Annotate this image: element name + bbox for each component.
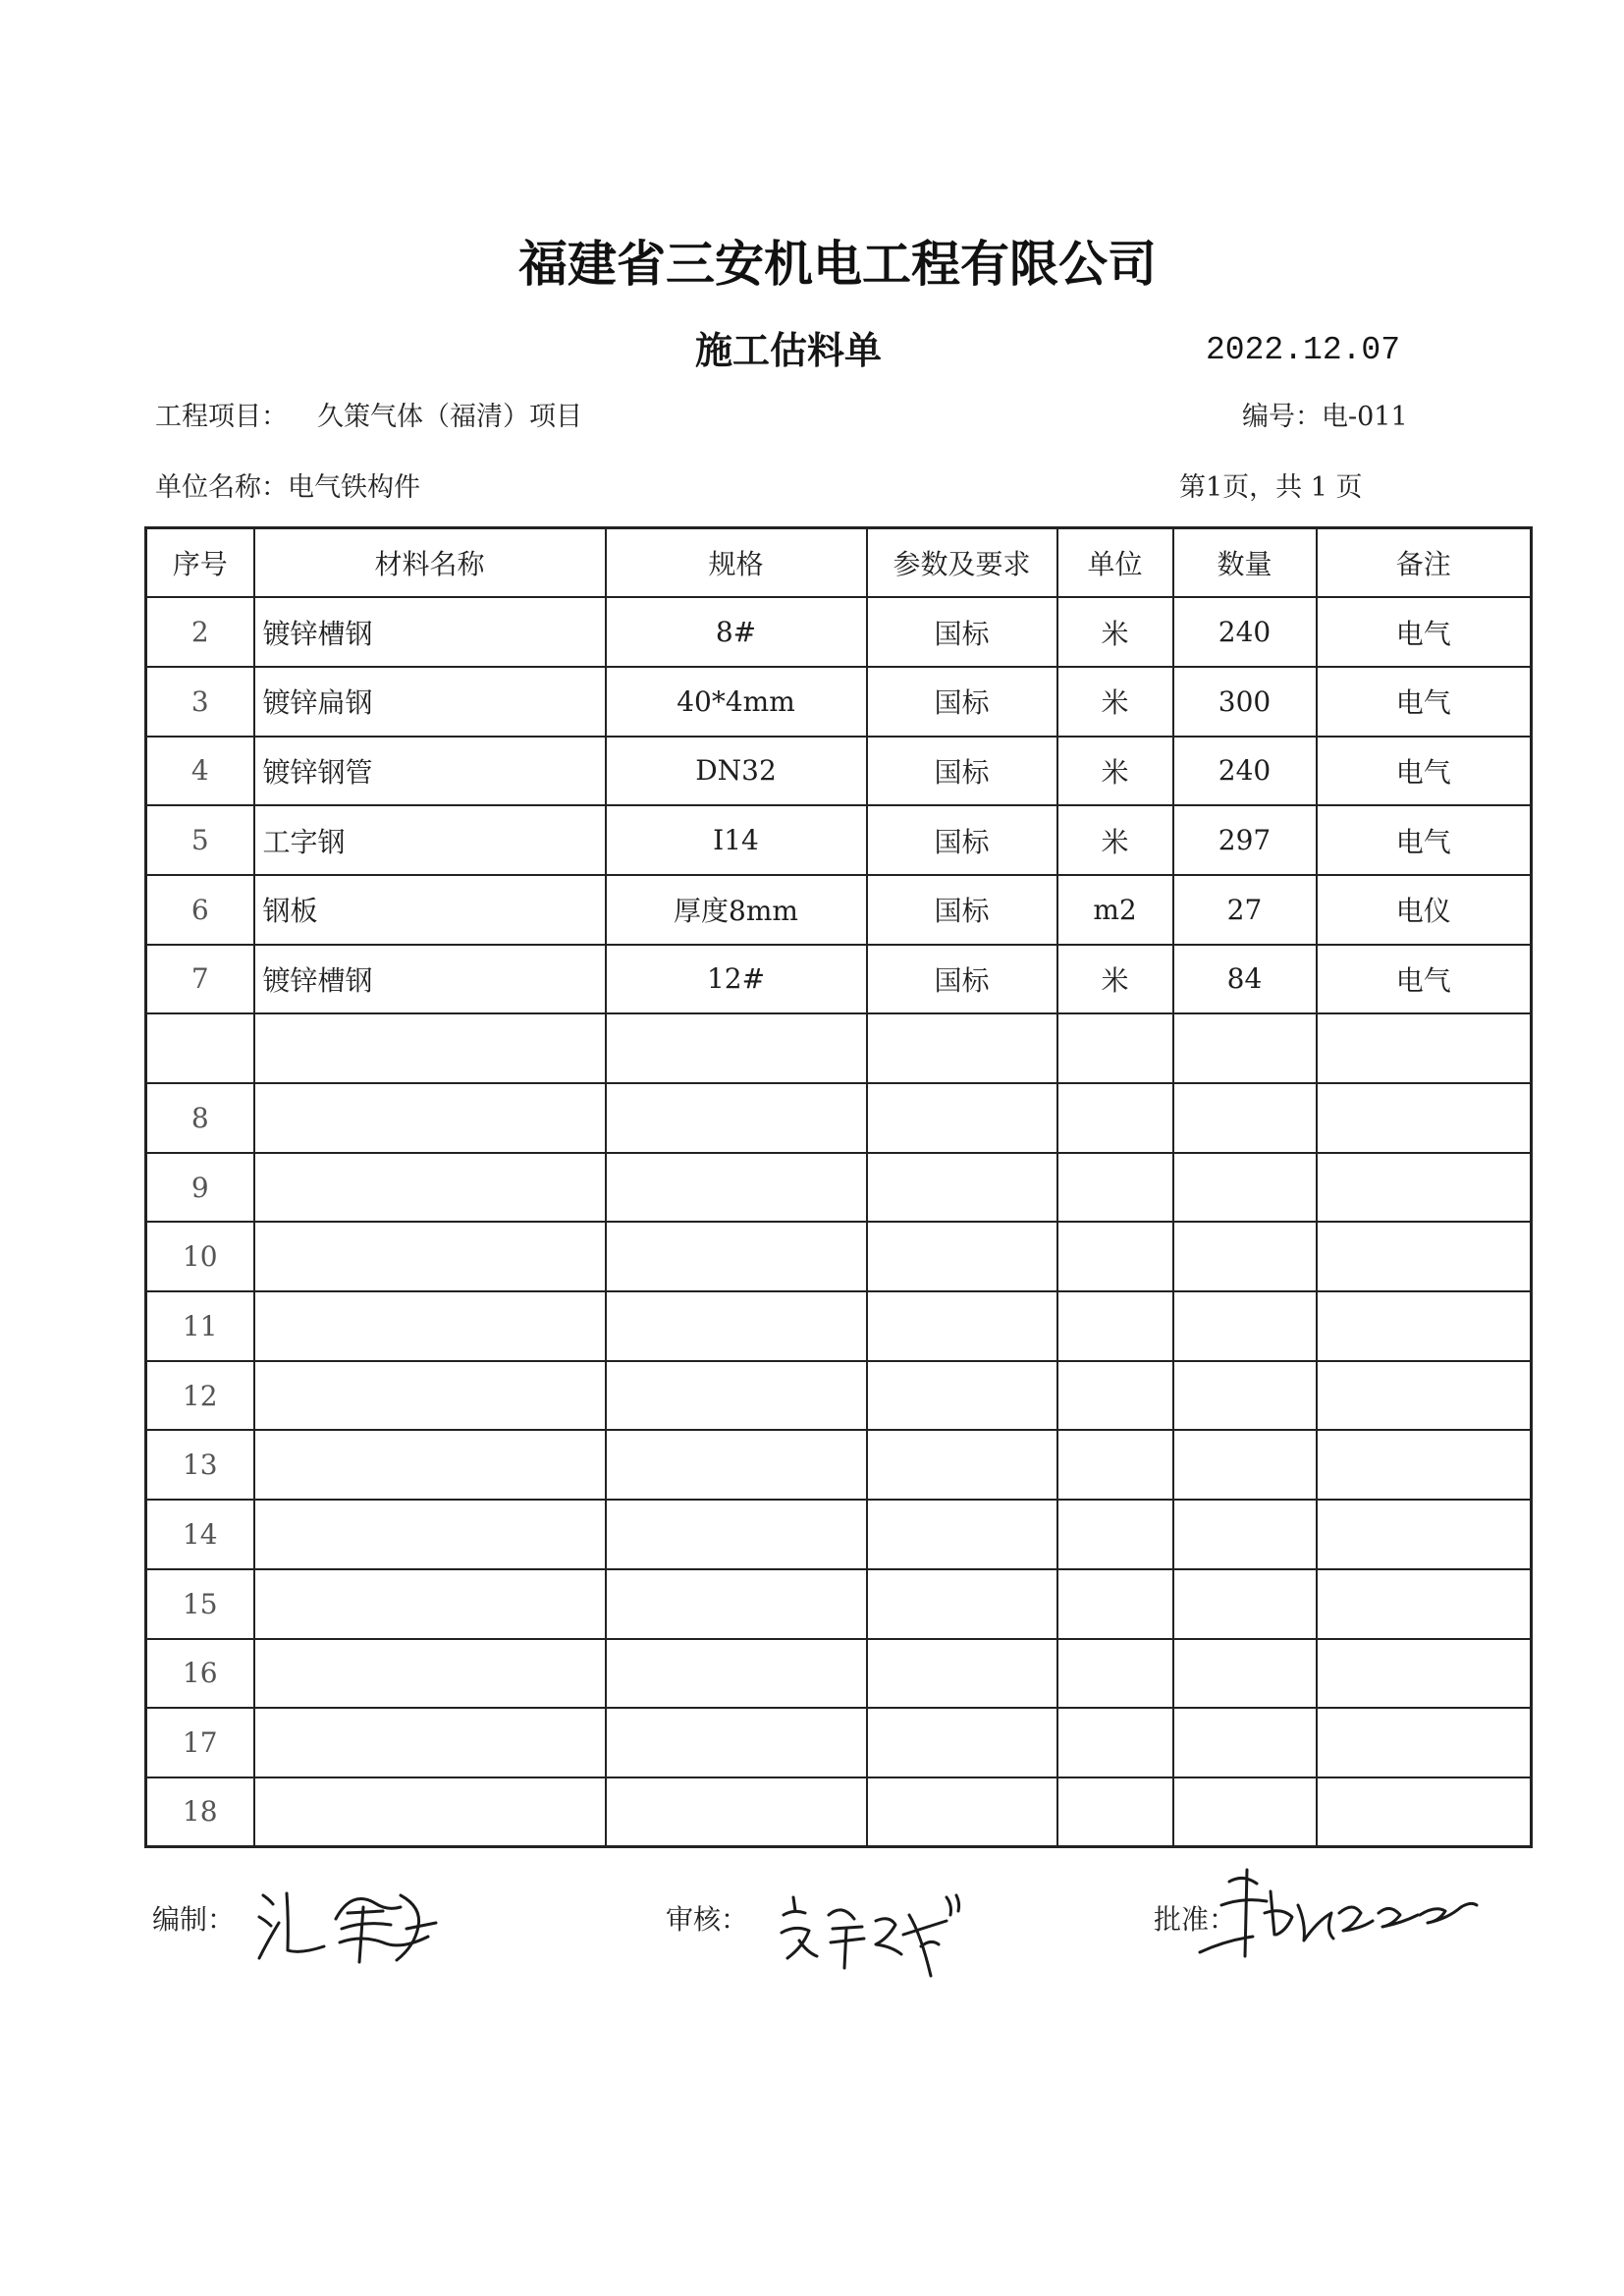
cell-seq: 3 — [146, 667, 254, 737]
cell-material-name — [254, 1291, 606, 1361]
cell-material-name: 镀锌扁钢 — [254, 667, 606, 737]
cell-remarks — [1317, 1083, 1532, 1153]
cell-seq: 11 — [146, 1291, 254, 1361]
approver-signature — [1196, 1862, 1481, 1972]
cell-seq: 7 — [146, 945, 254, 1014]
cell-seq: 4 — [146, 737, 254, 806]
table-row — [146, 737, 1532, 806]
cell-material-name: 工字钢 — [254, 805, 606, 875]
cell-specification: 8# — [606, 597, 867, 667]
cell-unit — [1057, 1500, 1173, 1569]
cell-material-name — [254, 1222, 606, 1291]
cell-material-name — [254, 1569, 606, 1639]
cell-material-name — [254, 1361, 606, 1431]
cell-remarks — [1317, 1569, 1532, 1639]
cell-seq — [146, 1013, 254, 1083]
cell-quantity: 27 — [1173, 875, 1317, 945]
cell-seq: 6 — [146, 875, 254, 945]
project-value: 久策气体（福清）项目 — [317, 402, 582, 432]
header-requirements: 参数及要求 — [867, 528, 1057, 598]
cell-quantity — [1173, 1500, 1317, 1569]
cell-remarks: 电气 — [1317, 597, 1532, 667]
table-row — [146, 1500, 1532, 1569]
cell-requirements — [867, 1291, 1057, 1361]
cell-remarks: 电气 — [1317, 945, 1532, 1014]
cell-remarks — [1317, 1500, 1532, 1569]
cell-seq: 13 — [146, 1430, 254, 1500]
table-row — [146, 875, 1532, 945]
cell-material-name — [254, 1639, 606, 1709]
cell-requirements: 国标 — [867, 945, 1057, 1014]
cell-unit: 米 — [1057, 667, 1173, 737]
cell-quantity: 84 — [1173, 945, 1317, 1014]
cell-quantity — [1173, 1361, 1317, 1431]
cell-requirements — [867, 1222, 1057, 1291]
material-table — [144, 526, 1533, 1848]
header-seq: 序号 — [146, 528, 254, 598]
cell-unit: 米 — [1057, 737, 1173, 806]
cell-requirements: 国标 — [867, 875, 1057, 945]
cell-requirements — [867, 1639, 1057, 1709]
cell-requirements — [867, 1361, 1057, 1431]
unit-value: 电气铁构件 — [288, 472, 420, 503]
table-row — [146, 667, 1532, 737]
cell-quantity — [1173, 1291, 1317, 1361]
cell-remarks — [1317, 1013, 1532, 1083]
cell-unit — [1057, 1222, 1173, 1291]
compiled-by-label: 编制： — [152, 1903, 236, 1936]
cell-specification: 厚度8mm — [606, 875, 867, 945]
cell-seq: 12 — [146, 1361, 254, 1431]
cell-specification — [606, 1361, 867, 1431]
cell-requirements — [867, 1569, 1057, 1639]
cell-remarks — [1317, 1153, 1532, 1223]
cell-unit — [1057, 1639, 1173, 1709]
cell-material-name: 镀锌槽钢 — [254, 597, 606, 667]
table-row — [146, 945, 1532, 1014]
cell-remarks — [1317, 1222, 1532, 1291]
compiler-signature — [253, 1878, 445, 1968]
cell-quantity — [1173, 1222, 1317, 1291]
cell-material-name — [254, 1708, 606, 1777]
cell-requirements: 国标 — [867, 805, 1057, 875]
document-title: 施工估料单 — [695, 329, 883, 372]
cell-specification: 12# — [606, 945, 867, 1014]
table-row — [146, 1291, 1532, 1361]
cell-requirements: 国标 — [867, 597, 1057, 667]
cell-requirements — [867, 1430, 1057, 1500]
document-number-line — [1242, 404, 1408, 430]
table-row — [146, 1361, 1532, 1431]
cell-seq: 16 — [146, 1639, 254, 1709]
document-number-value: 电-011 — [1322, 402, 1408, 432]
cell-quantity: 240 — [1173, 737, 1317, 806]
header-specification: 规格 — [606, 528, 867, 598]
cell-specification — [606, 1291, 867, 1361]
cell-material-name: 镀锌槽钢 — [254, 945, 606, 1014]
cell-remarks — [1317, 1708, 1532, 1777]
cell-quantity: 297 — [1173, 805, 1317, 875]
cell-unit: 米 — [1057, 945, 1173, 1014]
cell-seq: 15 — [146, 1569, 254, 1639]
table-row — [146, 1013, 1532, 1083]
cell-material-name: 镀锌钢管 — [254, 737, 606, 806]
cell-remarks: 电气 — [1317, 805, 1532, 875]
cell-requirements — [867, 1777, 1057, 1847]
cell-unit — [1057, 1430, 1173, 1500]
cell-material-name — [254, 1430, 606, 1500]
table-row — [146, 1708, 1532, 1777]
cell-unit — [1057, 1291, 1173, 1361]
reviewed-by-label: 审核： — [666, 1903, 749, 1936]
cell-requirements: 国标 — [867, 737, 1057, 806]
table-row — [146, 1639, 1532, 1709]
cell-specification — [606, 1430, 867, 1500]
cell-unit — [1057, 1708, 1173, 1777]
cell-requirements — [867, 1500, 1057, 1569]
cell-unit: 米 — [1057, 597, 1173, 667]
cell-remarks: 电仪 — [1317, 875, 1532, 945]
cell-specification: 40*4mm — [606, 667, 867, 737]
document-number-label: 编号： — [1242, 402, 1322, 432]
cell-unit — [1057, 1153, 1173, 1223]
unit-label: 单位名称： — [155, 472, 288, 503]
cell-requirements: 国标 — [867, 667, 1057, 737]
cell-requirements — [867, 1153, 1057, 1223]
cell-remarks: 电气 — [1317, 737, 1532, 806]
cell-quantity — [1173, 1153, 1317, 1223]
cell-material-name — [254, 1083, 606, 1153]
cell-seq: 18 — [146, 1777, 254, 1847]
cell-specification — [606, 1569, 867, 1639]
cell-requirements — [867, 1083, 1057, 1153]
cell-specification — [606, 1013, 867, 1083]
cell-quantity — [1173, 1708, 1317, 1777]
cell-specification — [606, 1708, 867, 1777]
table-body — [146, 597, 1532, 1846]
cell-quantity: 240 — [1173, 597, 1317, 667]
company-name: 福建省三安机电工程有限公司 — [518, 236, 1157, 293]
cell-unit — [1057, 1569, 1173, 1639]
cell-quantity — [1173, 1013, 1317, 1083]
cell-unit — [1057, 1013, 1173, 1083]
cell-specification — [606, 1777, 867, 1847]
cell-specification — [606, 1222, 867, 1291]
table-row — [146, 1153, 1532, 1223]
cell-unit: m2 — [1057, 875, 1173, 945]
cell-specification — [606, 1083, 867, 1153]
table-header-row — [146, 528, 1532, 598]
cell-quantity — [1173, 1083, 1317, 1153]
cell-quantity — [1173, 1430, 1317, 1500]
cell-requirements — [867, 1708, 1057, 1777]
reviewer-signature — [774, 1886, 978, 1982]
cell-remarks — [1317, 1430, 1532, 1500]
cell-remarks — [1317, 1639, 1532, 1709]
cell-material-name — [254, 1153, 606, 1223]
project-line — [155, 404, 582, 430]
cell-seq: 14 — [146, 1500, 254, 1569]
cell-remarks — [1317, 1361, 1532, 1431]
cell-requirements — [867, 1013, 1057, 1083]
cell-quantity — [1173, 1639, 1317, 1709]
cell-remarks — [1317, 1291, 1532, 1361]
cell-seq: 2 — [146, 597, 254, 667]
cell-seq: 9 — [146, 1153, 254, 1223]
table-row — [146, 1430, 1532, 1500]
cell-material-name — [254, 1777, 606, 1847]
cell-unit: 米 — [1057, 805, 1173, 875]
header-quantity: 数量 — [1173, 528, 1317, 598]
cell-unit — [1057, 1083, 1173, 1153]
header-remarks: 备注 — [1317, 528, 1532, 598]
page-info: 第1页，共 1 页 — [1179, 472, 1363, 503]
cell-material-name: 钢板 — [254, 875, 606, 945]
project-label: 工程项目： — [155, 402, 288, 432]
cell-remarks — [1317, 1777, 1532, 1847]
cell-seq: 17 — [146, 1708, 254, 1777]
cell-specification: DN32 — [606, 737, 867, 806]
table-row — [146, 597, 1532, 667]
cell-specification: I14 — [606, 805, 867, 875]
table-row — [146, 805, 1532, 875]
unit-line — [155, 474, 420, 501]
cell-quantity — [1173, 1569, 1317, 1639]
table-row — [146, 1569, 1532, 1639]
cell-seq: 8 — [146, 1083, 254, 1153]
cell-seq: 10 — [146, 1222, 254, 1291]
header-material-name: 材料名称 — [254, 528, 606, 598]
header-unit: 单位 — [1057, 528, 1173, 598]
cell-seq: 5 — [146, 805, 254, 875]
approved-by-label: 批准： — [1154, 1903, 1237, 1936]
table-row — [146, 1777, 1532, 1847]
table-row — [146, 1222, 1532, 1291]
cell-unit — [1057, 1361, 1173, 1431]
cell-specification — [606, 1639, 867, 1709]
table-row — [146, 1083, 1532, 1153]
cell-remarks: 电气 — [1317, 667, 1532, 737]
cell-specification — [606, 1500, 867, 1569]
cell-quantity: 300 — [1173, 667, 1317, 737]
cell-unit — [1057, 1777, 1173, 1847]
cell-material-name — [254, 1013, 606, 1083]
cell-specification — [606, 1153, 867, 1223]
cell-material-name — [254, 1500, 606, 1569]
document-date: 2022.12.07 — [1206, 332, 1401, 368]
cell-quantity — [1173, 1777, 1317, 1847]
